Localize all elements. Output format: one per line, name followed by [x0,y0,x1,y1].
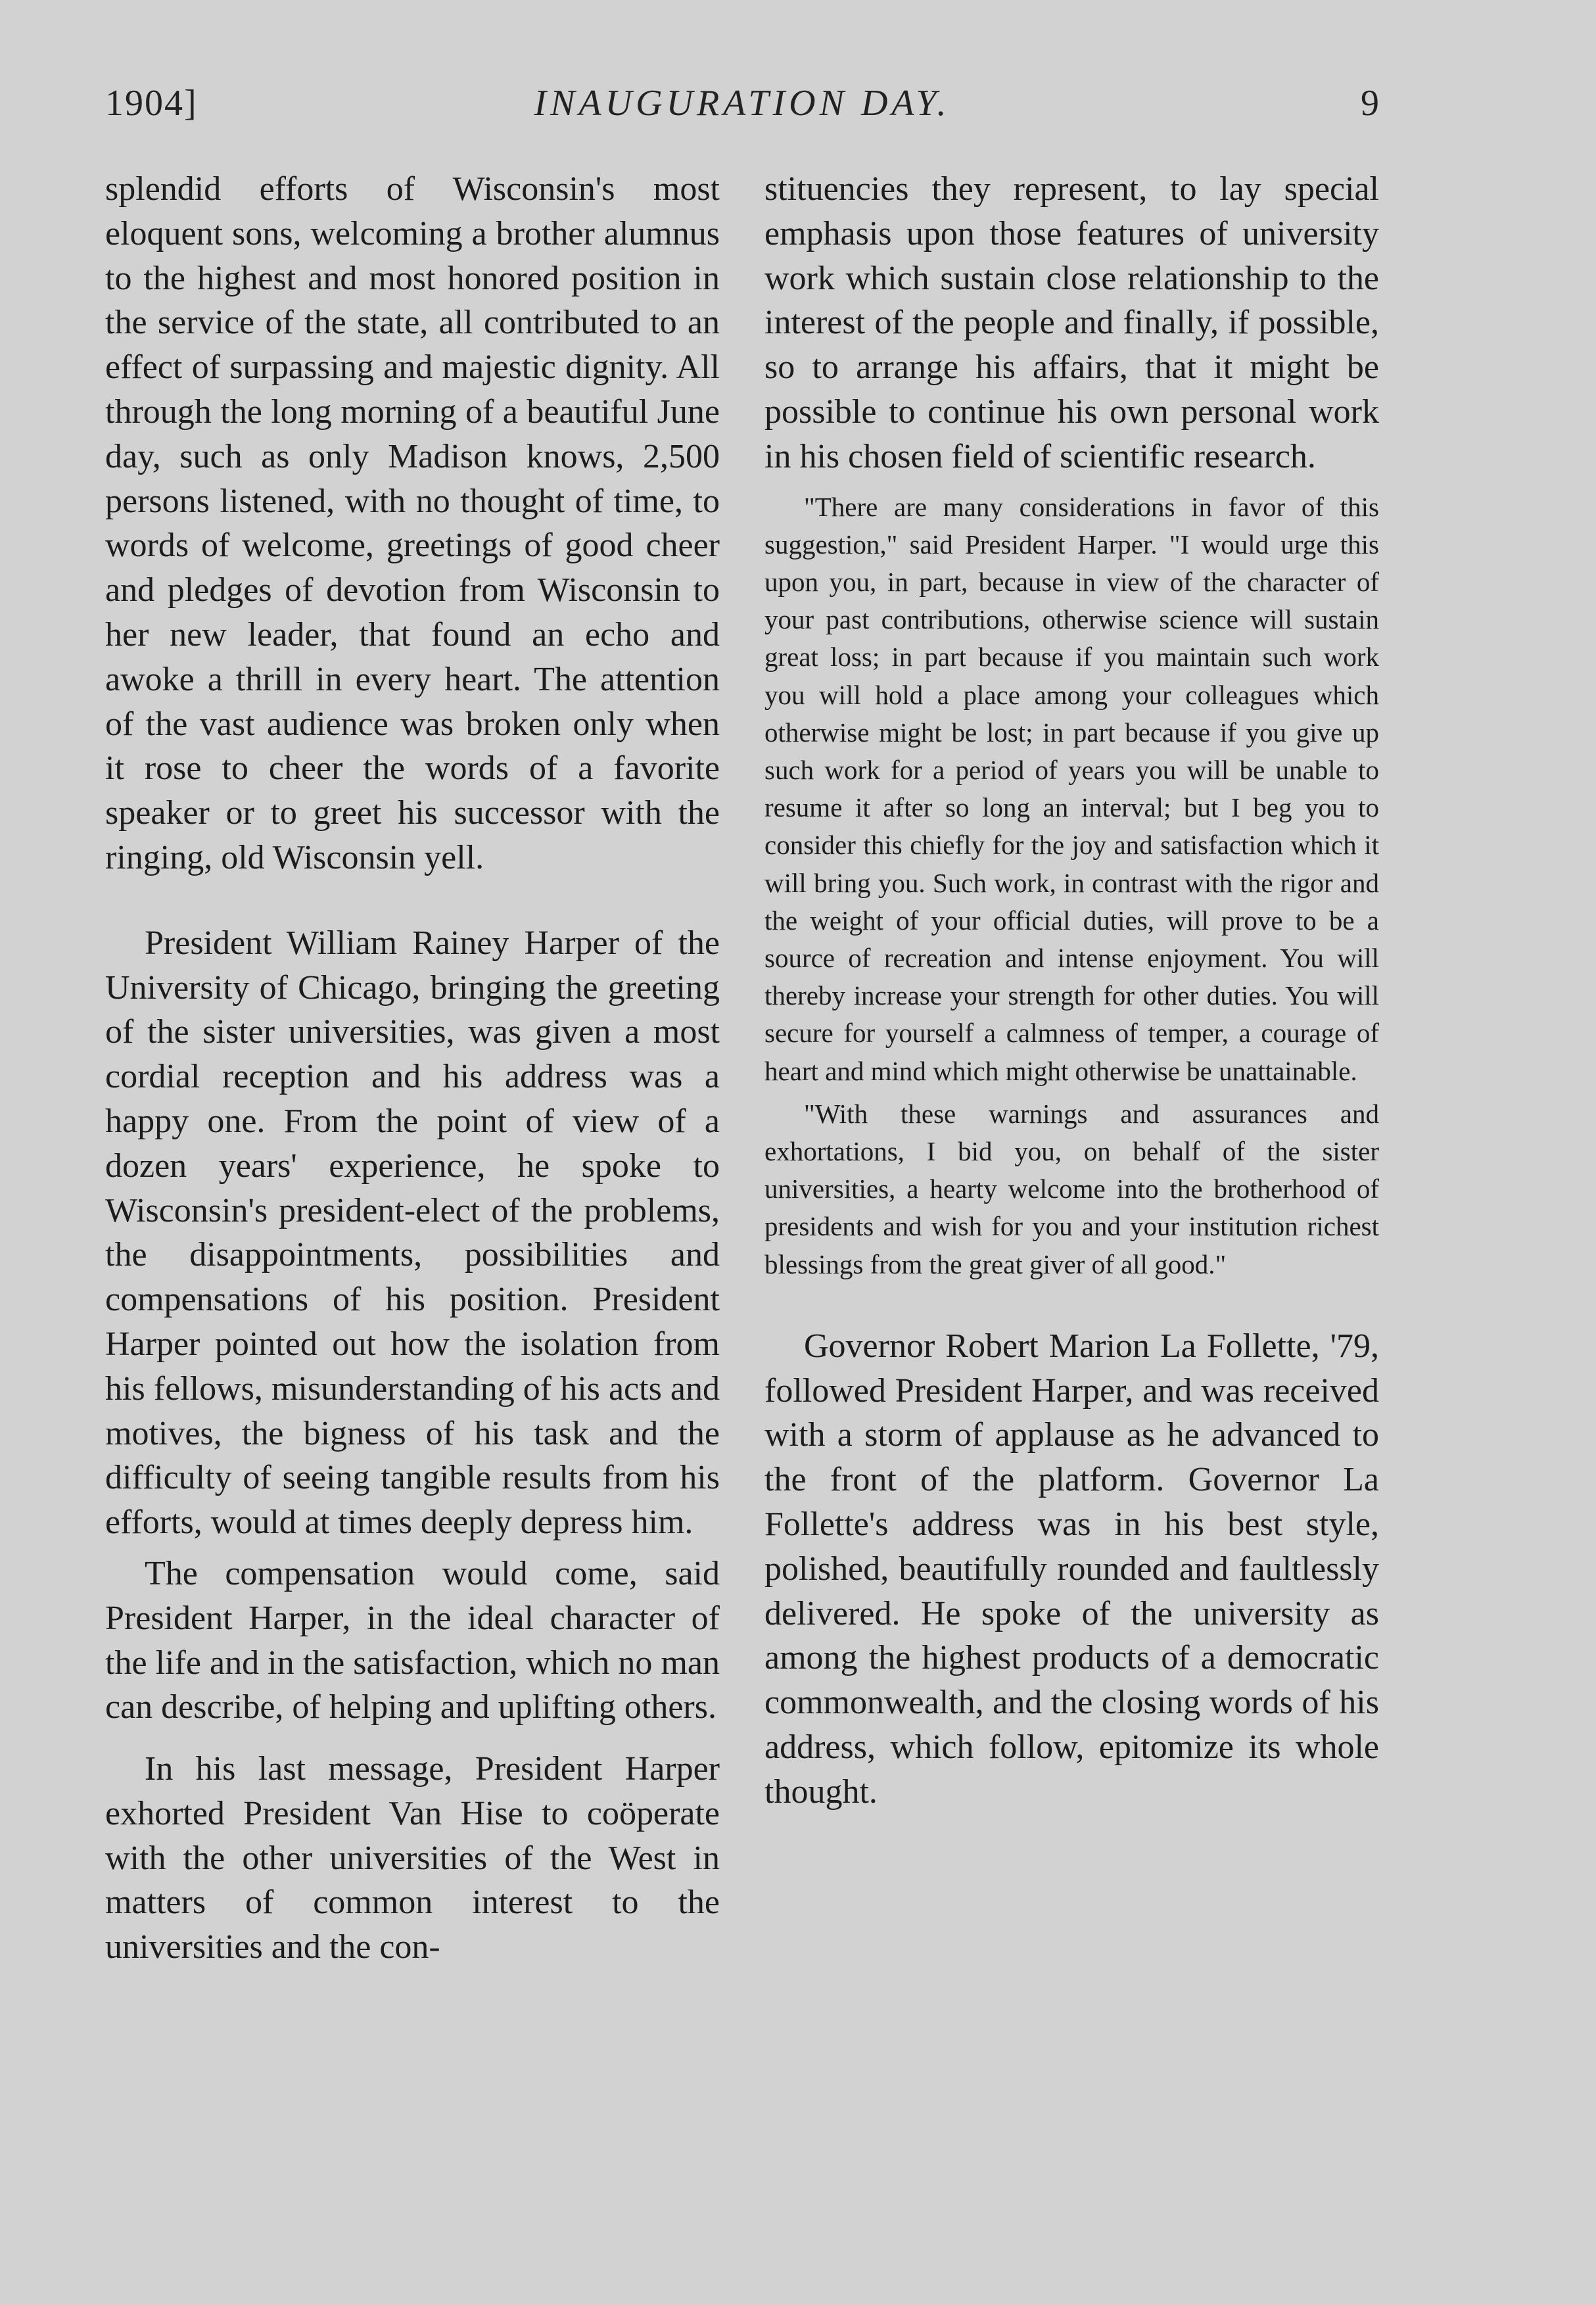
running-head [105,74,1379,133]
header-title: INAUGURATION DAY. [534,83,951,124]
right-column [764,167,1379,1815]
paragraph-compensation: The compensation would come, said President Harper, in the ideal character of the life and in the satisfaction, which no man can describe, of helping and uplifting others. [105,1554,720,1726]
quote-considerations: "There are many considerations in favor of this suggestion," said President Harper. "I would urge this upon you, in part, because in view of the character of your past contributions, otherwise science will sustain great loss; in part because if you maintain such work you will hold a place among your colleagues which otherwise might be lost; in part because if you give up such work for a period of years you will be unable to resume it after so long an interval; but I beg you to consider this chiefly for the joy and satisfaction which it will bring you. Such work, in contrast with the rigor and the weight of your official duties, will prove to be a source of recreation and intense enjoyment. You will thereby increase your strength for other duties. You will secure for yourself a calmness of temper, a courage of heart and mind which might otherwise be unattainable. [764,491,1379,1086]
paragraph-audience: splendid efforts of Wisconsin's most eloquent sons, welcoming a brother alumnus to the highest and most honored position in the service of the state, all contributed to an effect of surpassing and majestic dignity. All through the long morning of a beautiful June day, such as only Madison knows, 2,500 persons listened, with no thought of time, to words of welcome, greetings of good cheer and pledges of devotion from Wisconsin to her new leader, that found an echo and awoke a thrill in every heart. The attention of the vast audience was broken only when it rose to cheer the words of a favorite speaker or to greet his successor with the ringing, old Wisconsin yell. [105,170,720,876]
page-number: 9 [1361,83,1379,124]
paragraph-last-message: In his last message, President Harper exhorted President Van Hise to coöperate with the other universities of the West in matters of common interest to the universities and the con- [105,1750,720,1966]
header-year: 1904] [105,83,198,124]
quote-welcome: "With these warnings and assurances and exhortations, I bid you, on behalf of the sister universities, a hearty welcome into the brotherhood of presidents and wish for you and your institution richest blessings from the great giver of all good." [764,1098,1379,1279]
left-column [105,167,720,1970]
paragraph-continuation: stituencies they represent, to lay special emphasis upon those features of university work which sustain close relationship to the interest of the people and finally, if possible, so to arrange his affairs, that it might be possible to continue his own personal work in his chosen field of scientific research. [764,170,1379,475]
paragraph-la-follette: Governor Robert Marion La Follette, '79, followed President Harper, and was received with a storm of applause as he advanced to the front of the platform. Governor La Follette's address was in his best style, polished, beautifully rounded and faultlessly delivered. He spoke of the university as among the highest products of a democratic commonwealth, and the closing words of his address, which follow, epitomize its whole thought. [764,1327,1379,1811]
paragraph-harper-greeting: President William Rainey Harper of the University of Chicago, bringing the greeting of the sister universities, was given a most cordial reception and his address was a happy one. From the point of view of a dozen years' experience, he spoke to Wisconsin's president-elect of the problems, the disappointments, possibilities and compensations of his position. President Harper pointed out how the isolation from his fellows, misunderstanding of his acts and motives, the bigness of his task and the difficulty of seeing tangible results from his efforts, would at times deeply depress him. [105,924,720,1542]
